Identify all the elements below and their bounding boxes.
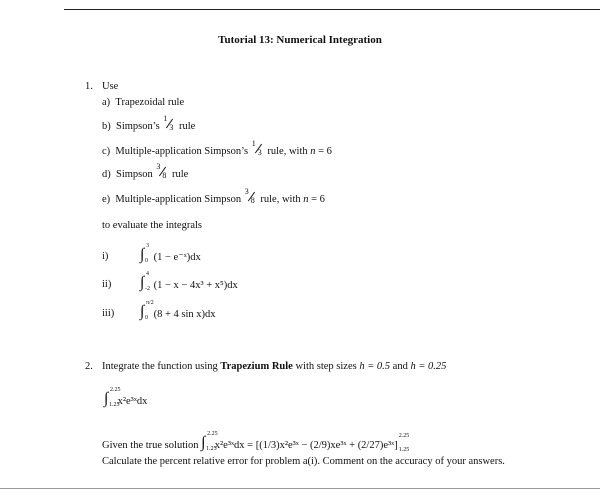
top-divider (64, 9, 600, 10)
integral-sign-icon: ∫ 3 0 (140, 243, 149, 264)
integral-sign-icon: ∫ 4 -2 (140, 271, 150, 292)
q1-item-d: d) Simpson 3 8 rule (102, 162, 189, 180)
q1-integral-iii-label: iii) (102, 308, 115, 319)
fraction-three-eighths: 3 8 (244, 187, 255, 205)
q1-integral-iii: ∫ π/2 0 (8 + 4 sin x)dx (140, 300, 216, 321)
q1-evaluate-text: to evaluate the integrals (102, 220, 203, 231)
integral-sign-icon: ∫ π/2 0 (140, 300, 154, 321)
q1-integral-ii: ∫ 4 -2 (1 − x − 4x³ + x⁵)dx (140, 271, 238, 292)
q2-given-solution: Given the true solution ∫ 2.25 1.25 x²e³ˣdx = [(1/3)x²e³ˣ − (2/9)xe³ˣ + (2/27)e³ˣ] 2.25 1.25 (102, 431, 410, 453)
integral-sign-icon: ∫ 2.25 1.25 (201, 431, 218, 452)
fraction-one-third: 1 3 (251, 139, 262, 157)
bottom-divider (0, 488, 600, 489)
q1-integral-ii-label: ii) (102, 279, 112, 290)
q1-integral-i: ∫ 3 0 (1 − e⁻ˣ)dx (140, 243, 201, 264)
q1-item-a: a) Trapezoidal rule (102, 97, 185, 108)
page-title: Tutorial 13: Numerical Integration (218, 34, 382, 46)
fraction-three-eighths: 3 8 (156, 162, 167, 180)
q1-number: 1. (85, 81, 93, 92)
q1-item-c: c) Multiple-application Simpson’s 1 3 rule, with n = 6 (102, 139, 332, 157)
q2-number: 2. (85, 361, 93, 372)
q1-item-e: e) Multiple-application Simpson 3 8 rule, with n = 6 (102, 187, 325, 205)
q1-item-b: b) Simpson’s 1 3 rule (102, 114, 196, 132)
q1-integral-i-label: i) (102, 251, 109, 262)
fraction-one-third: 1 3 (163, 114, 174, 132)
q2-calculate-text: Calculate the percent relative error for problem a(i). Comment on the accuracy of your answers. (102, 456, 505, 467)
q1-use: Use (102, 81, 119, 92)
q2-integral: ∫ 2.25 1.25 x²e³ˣdx (104, 387, 148, 408)
q2-prompt: Integrate the function using Trapezium Rule with step sizes h = 0.5 and h = 0.25 (102, 361, 447, 372)
integral-sign-icon: ∫ 2.25 1.25 (104, 387, 121, 408)
